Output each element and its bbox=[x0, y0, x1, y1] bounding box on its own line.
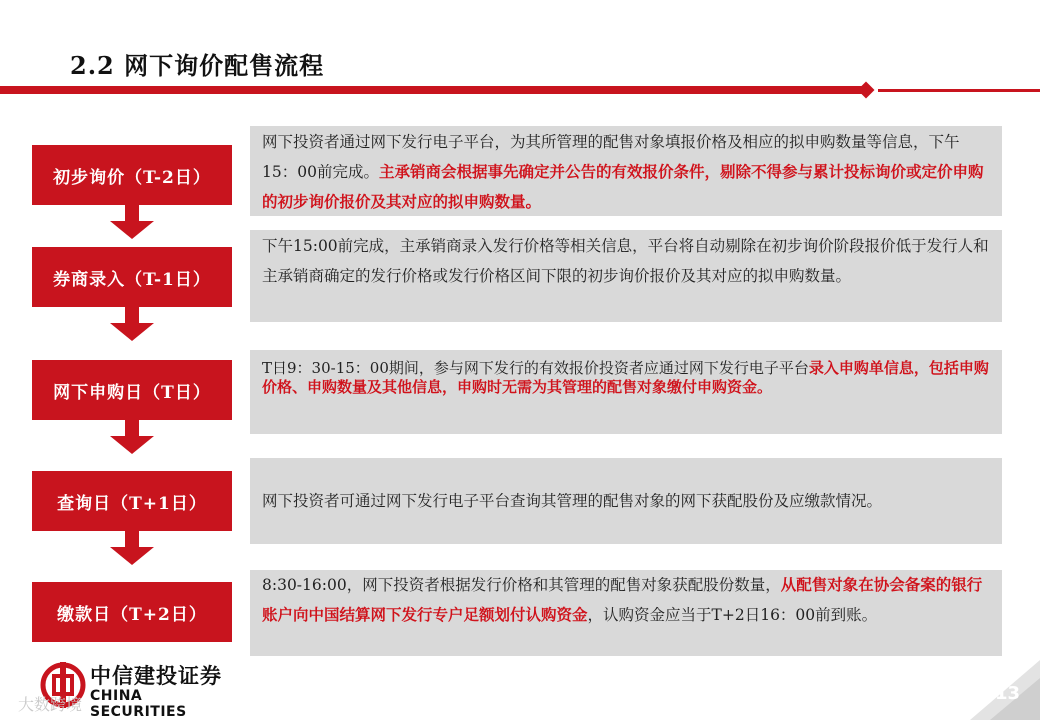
step-description-5-tail: ，认购资金应当于T+2日16：00前到账。 bbox=[587, 606, 878, 624]
title-rule-thin bbox=[878, 89, 1040, 92]
step-arrow-1 bbox=[118, 205, 146, 239]
page-title: 2.2 网下询价配售流程 bbox=[70, 51, 325, 80]
step-description-4-text: 网下投资者可通过网下发行电子平台查询其管理的配售对象的网下获配股份及应缴款情况。 bbox=[262, 492, 883, 510]
step-description-3-text: T日9：30-15：00期间，参与网下发行的有效报价投资者应通过网下发行电子平台 bbox=[262, 359, 809, 377]
step-box-1: 初步询价（T-2日） bbox=[32, 145, 232, 205]
page-number: 13 bbox=[994, 683, 1020, 704]
company-logo-cn: 中信建投证券 bbox=[90, 663, 222, 688]
step-box-2: 券商录入（T-1日） bbox=[32, 247, 232, 307]
step-description-5-text: 8:30-16:00，网下投资者根据发行价格和其管理的配售对象获配股份数量， bbox=[262, 576, 781, 594]
step-description-3 bbox=[250, 350, 1002, 434]
title-rule bbox=[0, 86, 866, 94]
step-description-4 bbox=[250, 458, 1002, 544]
step-arrow-3 bbox=[118, 420, 146, 454]
step-description-3-highlight: 录入申购单信息，包括申购价格、申购数量及其他信息，申购时无需为其管理的配售对象缴付申购资金。 bbox=[262, 359, 989, 396]
watermark: 大数跨境 bbox=[18, 695, 83, 714]
step-arrow-2 bbox=[118, 307, 146, 341]
step-description-5-highlight: 从配售对象在协会备案的银行账户向中国结算网下发行专户足额划付认购资金 bbox=[262, 575, 983, 624]
step-description-1-highlight: 主承销商会根据事先确定并公告的有效报价条件，剔除不得参与累计投标询价或定价申购的初步询价报价及其对应的拟申购数量。 bbox=[262, 162, 984, 211]
company-logo-en: CHINA SECURITIES bbox=[90, 688, 187, 720]
step-box-3: 网下申购日（T日） bbox=[32, 360, 232, 420]
step-box-5: 缴款日（T+2日） bbox=[32, 582, 232, 642]
step-description-1 bbox=[250, 126, 1002, 216]
step-arrow-4 bbox=[118, 531, 146, 565]
step-description-2 bbox=[250, 230, 1002, 322]
corner-decoration bbox=[930, 660, 1040, 720]
step-box-4: 查询日（T+1日） bbox=[32, 471, 232, 531]
title-rule-diamond bbox=[858, 82, 875, 99]
step-description-1-text: 网下投资者通过网下发行电子平台，为其所管理的配售对象填报价格及相应的拟申购数量等信息，下午15：00前完成。 bbox=[262, 133, 960, 181]
step-description-5 bbox=[250, 570, 1002, 656]
step-description-2-text: 下午15:00前完成，主承销商录入发行价格等相关信息，平台将自动剔除在初步询价阶段报价低于发行人和主承销商确定的发行价格或发行价格区间下限的初步询价报价及其对应的拟申购数量。 bbox=[262, 237, 989, 285]
